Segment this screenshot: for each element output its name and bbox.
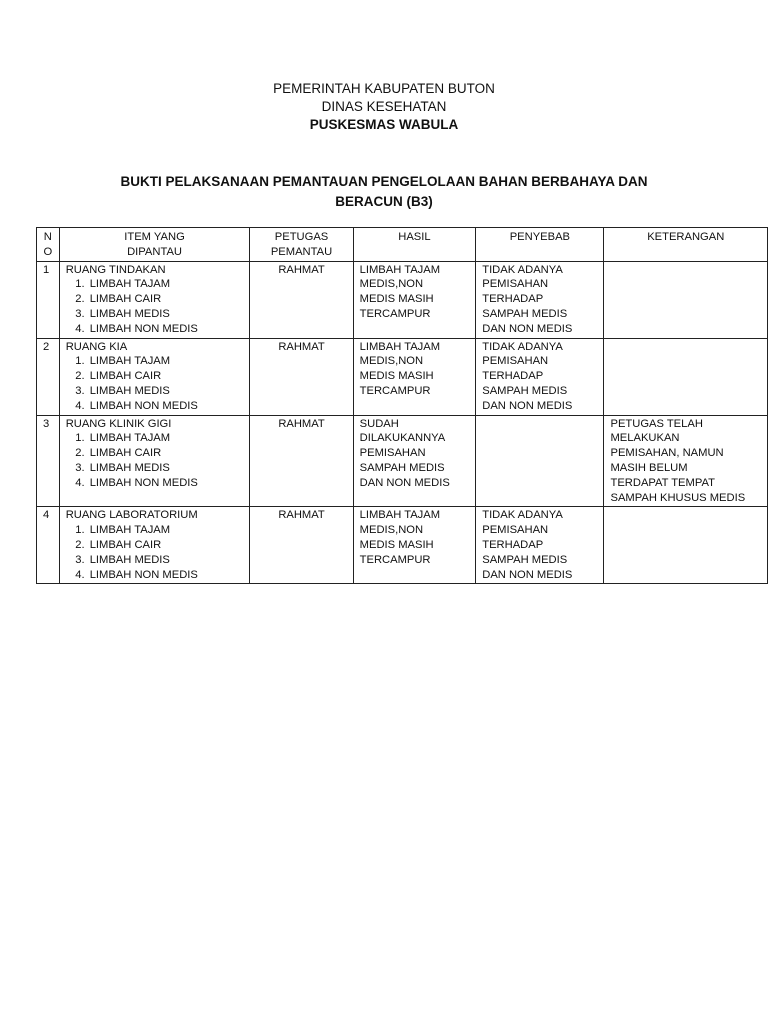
- cause-cell-line: DAN NON MEDIS: [482, 399, 573, 412]
- list-item: 1. LIMBAH TAJAM: [88, 354, 244, 369]
- remarks-cell-line: PETUGAS TELAH: [610, 417, 703, 430]
- cause-cell-line: PEMISAHAN: [482, 524, 549, 537]
- cause-cell-line: TIDAK ADANYA: [482, 509, 563, 522]
- list-item: 3. LIMBAH MEDIS: [88, 553, 244, 568]
- result-cell-line: DILAKUKANNYA: [359, 432, 446, 445]
- monitored-item: [59, 507, 250, 584]
- monitored-item: [59, 261, 250, 338]
- list-item: 1. LIMBAH TAJAM: [88, 277, 244, 292]
- waste-list: [66, 431, 244, 490]
- table-row: [37, 261, 768, 338]
- officer-name: RAHMAT: [250, 507, 353, 584]
- cause-cell-line: TIDAK ADANYA: [482, 263, 563, 276]
- waste-list: [66, 277, 244, 336]
- result-cell-line: SUDAH: [359, 417, 399, 430]
- monitored-item: [59, 338, 250, 415]
- list-item: 1. LIMBAH TAJAM: [88, 431, 244, 446]
- list-item: 3. LIMBAH MEDIS: [88, 461, 244, 476]
- list-item: 2. LIMBAH CAIR: [88, 538, 244, 553]
- waste-list: [66, 523, 244, 582]
- letterhead: [0, 80, 768, 134]
- cause-cell: [476, 261, 604, 338]
- monitoring-table: [36, 227, 768, 584]
- remarks-cell-line: MELAKUKAN: [610, 432, 680, 445]
- remarks-cell: [604, 507, 768, 584]
- cause-cell: [476, 415, 604, 507]
- cause-cell-line: TERHADAP: [482, 538, 544, 551]
- list-item: 4. LIMBAH NON MEDIS: [88, 399, 244, 414]
- result-cell-line: MEDIS,NON: [359, 278, 424, 291]
- result-cell-line: DAN NON MEDIS: [359, 476, 450, 489]
- row-number: 2: [37, 338, 60, 415]
- list-item: 2. LIMBAH CAIR: [88, 292, 244, 307]
- result-cell-line: LIMBAH TAJAM: [359, 340, 441, 353]
- result-cell-line: MEDIS MASIH: [359, 538, 434, 551]
- cause-cell-line: PEMISAHAN: [482, 355, 549, 368]
- list-item: 2. LIMBAH CAIR: [88, 369, 244, 384]
- cause-cell-line: DAN NON MEDIS: [482, 322, 573, 335]
- cause-cell-line: PEMISAHAN: [482, 278, 549, 291]
- list-item: 4. LIMBAH NON MEDIS: [88, 568, 244, 583]
- remarks-cell: [604, 415, 768, 507]
- cause-cell-line: SAMPAH MEDIS: [482, 553, 568, 566]
- cause-cell-line: SAMPAH MEDIS: [482, 307, 568, 320]
- result-cell: [353, 261, 476, 338]
- title-line-1: BUKTI PELAKSANAAN PEMANTAUAN PENGELOLAAN BAHAN BERBAHAYA DAN: [120, 174, 648, 189]
- result-cell-line: LIMBAH TAJAM: [359, 509, 441, 522]
- waste-list: [66, 354, 244, 413]
- table-body: [37, 261, 768, 584]
- result-cell-line: SAMPAH MEDIS: [359, 461, 445, 474]
- cause-cell-line: TIDAK ADANYA: [482, 340, 563, 353]
- document-title: [60, 172, 708, 212]
- government-name: PEMERINTAH KABUPATEN BUTON: [273, 81, 495, 96]
- result-cell: [353, 338, 476, 415]
- result-cell-line: MEDIS,NON: [359, 524, 424, 537]
- table-row: [37, 507, 768, 584]
- row-number: 1: [37, 261, 60, 338]
- room-name: RUANG KLINIK GIGI: [65, 417, 172, 430]
- table-row: [37, 338, 768, 415]
- result-cell: [353, 415, 476, 507]
- header-hasil: HASIL: [353, 228, 476, 262]
- row-number: 3: [37, 415, 60, 507]
- officer-name: RAHMAT: [250, 338, 353, 415]
- remarks-cell: [604, 261, 768, 338]
- result-cell-line: LIMBAH TAJAM: [359, 263, 441, 276]
- result-cell-line: PEMISAHAN: [359, 447, 426, 460]
- list-item: 4. LIMBAH NON MEDIS: [88, 476, 244, 491]
- result-cell-line: TERCAMPUR: [359, 384, 431, 397]
- remarks-cell: [604, 338, 768, 415]
- room-name: RUANG TINDAKAN: [65, 263, 166, 276]
- cause-cell-line: TERHADAP: [482, 370, 544, 383]
- result-cell-line: TERCAMPUR: [359, 553, 431, 566]
- facility-name: PUSKESMAS WABULA: [309, 117, 459, 132]
- list-item: 2. LIMBAH CAIR: [88, 446, 244, 461]
- remarks-cell-line: SAMPAH KHUSUS MEDIS: [610, 491, 746, 504]
- table-row: [37, 415, 768, 507]
- cause-cell: [476, 507, 604, 584]
- header-item: ITEM YANG DIPANTAU: [59, 228, 250, 262]
- header-keterangan: KETERANGAN: [604, 228, 768, 262]
- officer-name: RAHMAT: [250, 261, 353, 338]
- result-cell: [353, 507, 476, 584]
- remarks-cell-line: TERDAPAT TEMPAT: [610, 476, 715, 489]
- cause-cell-line: TERHADAP: [482, 293, 544, 306]
- header-penyebab: PENYEBAB: [476, 228, 604, 262]
- monitored-item: [59, 415, 250, 507]
- cause-cell-line: DAN NON MEDIS: [482, 568, 573, 581]
- result-cell-line: TERCAMPUR: [359, 307, 431, 320]
- result-cell-line: MEDIS MASIH: [359, 293, 434, 306]
- cause-cell: [476, 338, 604, 415]
- room-name: RUANG LABORATORIUM: [65, 509, 198, 522]
- officer-name: RAHMAT: [250, 415, 353, 507]
- room-name: RUANG KIA: [65, 340, 128, 353]
- list-item: 1. LIMBAH TAJAM: [88, 523, 244, 538]
- title-line-2: BERACUN (B3): [335, 194, 433, 209]
- table-header-row: [37, 228, 768, 262]
- list-item: 3. LIMBAH MEDIS: [88, 384, 244, 399]
- cause-cell-line: SAMPAH MEDIS: [482, 384, 568, 397]
- header-no: N O: [37, 228, 60, 262]
- row-number: 4: [37, 507, 60, 584]
- header-petugas: PETUGAS PEMANTAU: [250, 228, 353, 262]
- result-cell-line: MEDIS MASIH: [359, 370, 434, 383]
- list-item: 4. LIMBAH NON MEDIS: [88, 322, 244, 337]
- department-name: DINAS KESEHATAN: [321, 99, 447, 114]
- result-cell-line: MEDIS,NON: [359, 355, 424, 368]
- remarks-cell-line: MASIH BELUM: [610, 461, 688, 474]
- remarks-cell-line: PEMISAHAN, NAMUN: [610, 447, 724, 460]
- list-item: 3. LIMBAH MEDIS: [88, 307, 244, 322]
